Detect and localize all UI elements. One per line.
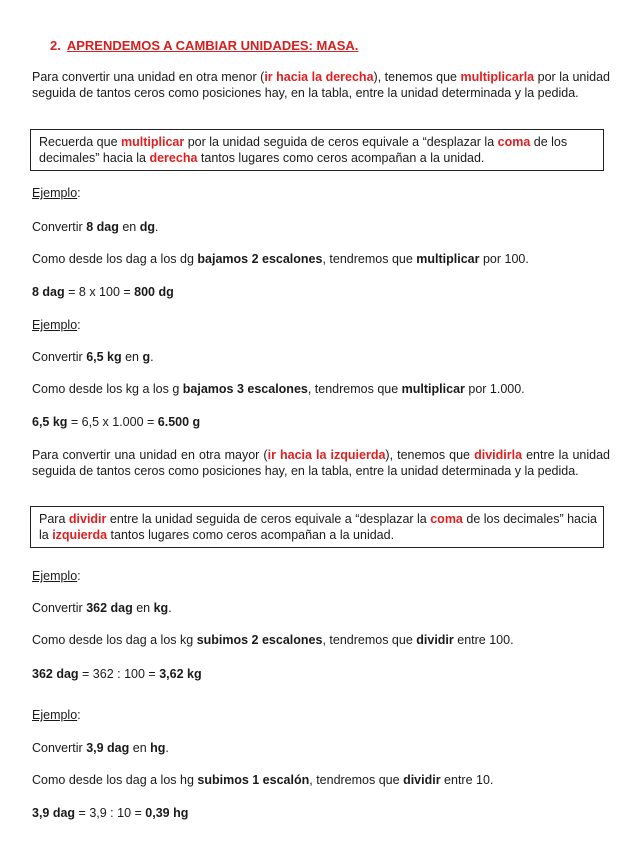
- example-label: Ejemplo:: [32, 318, 81, 332]
- reminder-box-divide: Para dividir entre la unidad seguida de ceros equivale a “desplazar la coma de los decimales” hacia la izquierda tantos lugares como ceros acompañan a la unidad.: [30, 506, 604, 548]
- example-explanation: Como desde los dag a los hg subimos 1 escalón, tendremos que dividir entre 10.: [32, 773, 494, 787]
- section-title-text: APRENDEMOS A CAMBIAR UNIDADES: MASA: [66, 38, 355, 53]
- highlight-direction: ir hacia la derecha: [264, 70, 374, 84]
- example-result: 8 dag = 8 x 100 = 800 dg: [32, 285, 174, 299]
- example-task: Convertir 3,9 dag en hg.: [32, 741, 169, 755]
- example-explanation: Como desde los dag a los dg bajamos 2 escalones, tendremos que multiplicar por 100.: [32, 252, 529, 266]
- example-result: 6,5 kg = 6,5 x 1.000 = 6.500 g: [32, 415, 201, 429]
- example-label: Ejemplo:: [32, 186, 81, 200]
- section-title: 2. APRENDEMOS A CAMBIAR UNIDADES: MASA.: [50, 38, 359, 53]
- highlight-operation: multiplicarla: [460, 70, 535, 84]
- example-explanation: Como desde los kg a los g bajamos 3 escalones, tendremos que multiplicar por 1.000.: [32, 382, 525, 396]
- example-result: 362 dag = 362 : 100 = 3,62 kg: [32, 667, 202, 681]
- reminder-box-multiply: Recuerda que multiplicar por la unidad seguida de ceros equivale a “desplazar la coma de los decimales” hacia la derecha tantos lugares como ceros acompañan a la unidad.: [30, 129, 604, 171]
- example-result: 3,9 dag = 3,9 : 10 = 0,39 hg: [32, 806, 189, 820]
- example-label: Ejemplo:: [32, 708, 81, 722]
- section-number: 2.: [50, 38, 61, 53]
- example-task: Convertir 362 dag en kg.: [32, 601, 172, 615]
- example-task: Convertir 6,5 kg en g.: [32, 350, 154, 364]
- intro-paragraph-multiply: Para convertir una unidad en otra menor (ir hacia la derecha), tenemos que multiplicarla por la unidad seguida de tantos ceros como posiciones hay, en la tabla, entre la unidad determinada y la pedida.: [32, 70, 610, 100]
- intro-paragraph-divide: Para convertir una unidad en otra mayor (ir hacia la izquierda), tenemos que dividirla entre la unidad seguida de tantos ceros como posiciones hay, en la tabla, entre la unidad determinada y la pedida.: [32, 448, 611, 478]
- highlight-operation: dividirla: [474, 448, 523, 462]
- example-task: Convertir 8 dag en dg.: [32, 220, 159, 234]
- example-label: Ejemplo:: [32, 569, 81, 583]
- highlight-direction: ir hacia la izquierda: [267, 448, 386, 462]
- example-explanation: Como desde los dag a los kg subimos 2 escalones, tendremos que dividir entre 100.: [32, 633, 514, 647]
